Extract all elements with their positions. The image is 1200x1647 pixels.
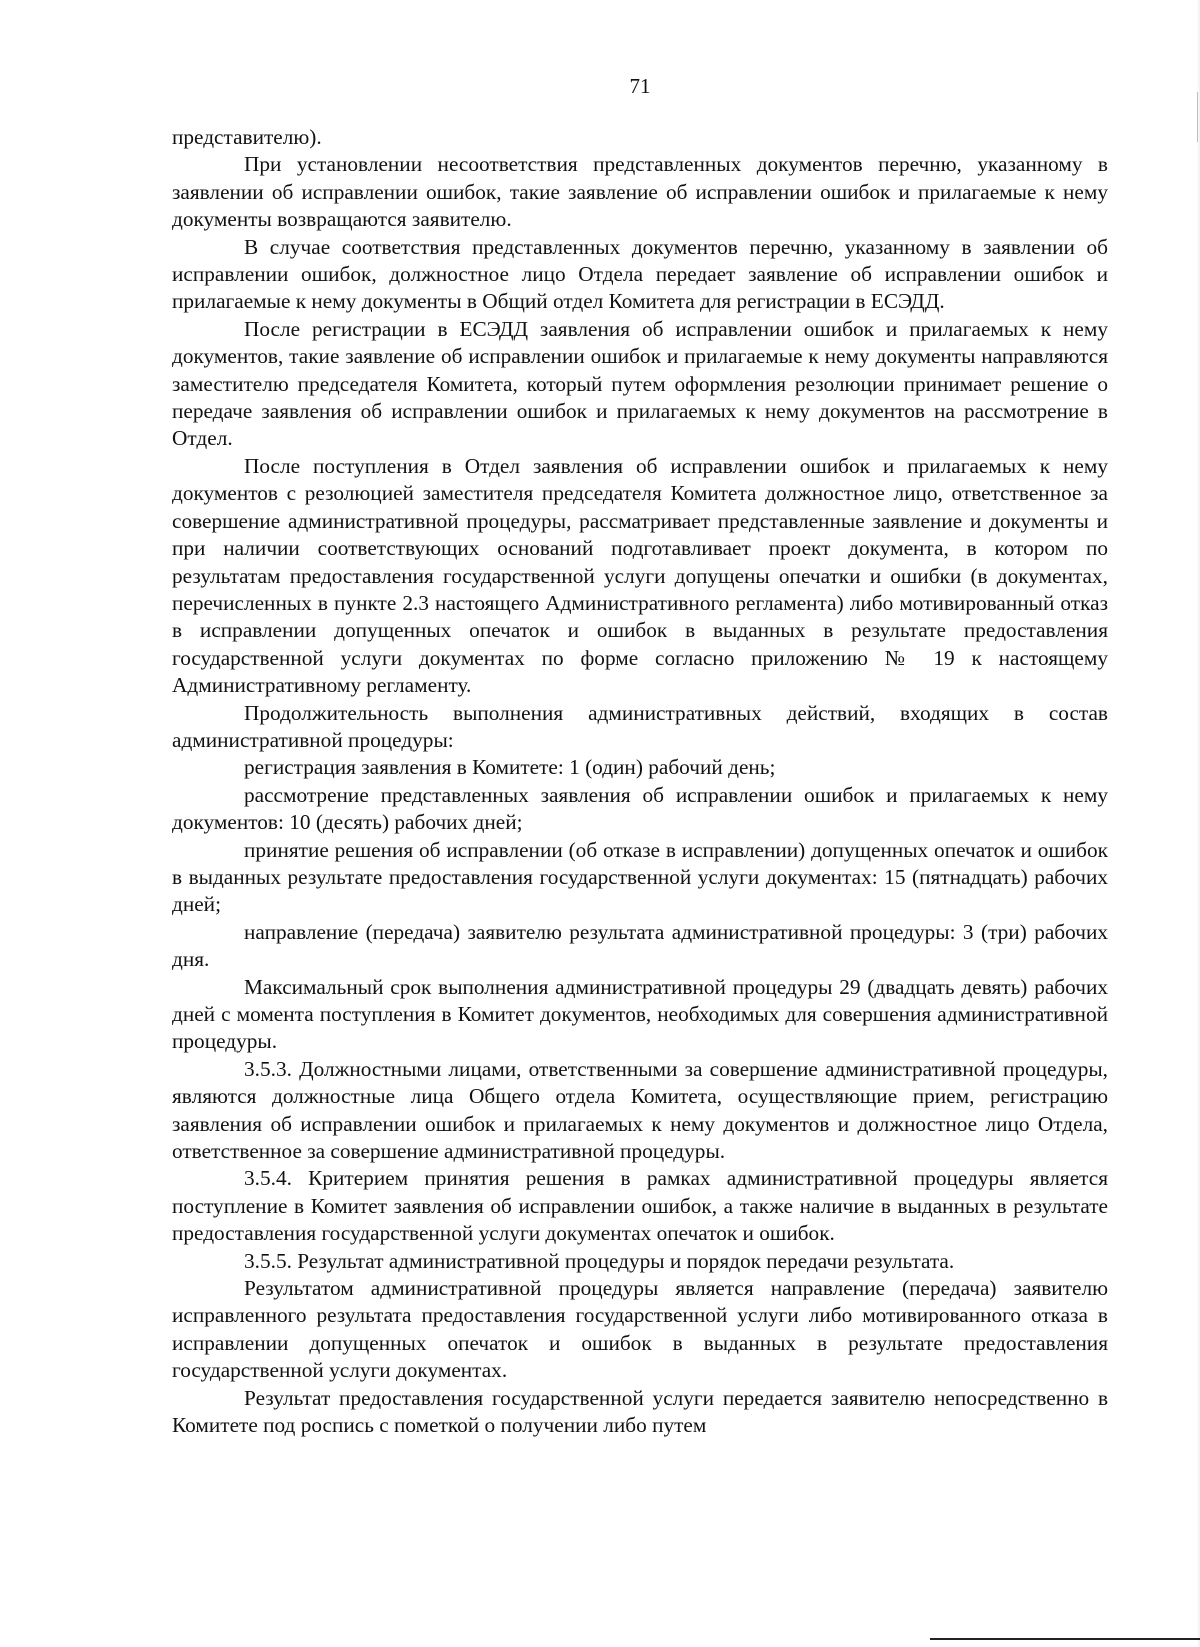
- section-3-5-4: 3.5.4. Критерием принятия решения в рамках административной процедуры является поступление в Комитет заявления об исправлении ошибок, а также наличие в выданных в результате предоставления государственной услуги документах опечаток и ошибок.: [172, 1166, 1108, 1246]
- paragraph-after-registration: После регистрации в ЕСЭДД заявления об исправлении ошибок и прилагаемых к нему документов, такие заявление об исправлении ошибок и прилагаемые к нему документы направляются заместителю председателя Комитета, который путем оформления резолюции принимает решение о передаче заявления об исправлении ошибок и прилагаемых к нему документов на рассмотрение в Отдел.: [172, 316, 1108, 451]
- paragraph-after-receipt: После поступления в Отдел заявления об исправлении ошибок и прилагаемых к нему документов с резолюцией заместителя председателя Комитета должностное лицо, ответственное за совершение административной процедуры, рассматривает представленные заявление и документы и при наличии соответствующих оснований подготавливает проект документа, в котором по результатам предоставления государственной услуги допущены опечатки и ошибки (в документах, перечисленных в пункте 2.3 настоящего Административного регламента) либо мотивированный отказ в исправлении допущенных опечаток и ошибок в выданных в результате предоставления государственной услуги документах по форме согласно приложению № 19 к настоящему Административному регламенту.: [172, 453, 1108, 698]
- section-3-5-3: 3.5.3. Должностными лицами, ответственными за совершение административной процедуры, являются должностные лица Общего отдела Комитета, осуществляющие прием, регистрацию заявления об исправлении ошибок и прилагаемых к нему документов и должностное лицо Отдела, ответственное за совершение административной процедуры.: [172, 1056, 1108, 1164]
- paragraph-max-term: Максимальный срок выполнения административной процедуры 29 (двадцать девять) рабочих дней с момента поступления в Комитет документов, необходимых для совершения административной процедуры.: [172, 974, 1108, 1054]
- paragraph-result-transfer: Результат предоставления государственной услуги передается заявителю непосредственно в Комитете под роспись с пометкой о получении либо путем: [172, 1385, 1108, 1438]
- list-item-transfer: направление (передача) заявителю результата административной процедуры: 3 (три) рабочих дня.: [172, 919, 1108, 972]
- page-number: 71: [629, 74, 651, 98]
- document-body: [172, 124, 1108, 1440]
- list-item-registration: регистрация заявления в Комитете: 1 (один) рабочий день;: [244, 755, 776, 780]
- paragraph-mismatch: При установлении несоответствия представленных документов перечню, указанному в заявлении об исправлении ошибок, такие заявление об исправлении ошибок и прилагаемые к нему документы возвращаются заявителю.: [172, 152, 1108, 232]
- paragraph-match: В случае соответствия представленных документов перечню, указанному в заявлении об исправлении ошибок, должностное лицо Отдела передает заявление об исправлении ошибок и прилагаемые к нему документы в Общий отдел Комитета для регистрации в ЕСЭДД.: [172, 234, 1108, 314]
- paragraph-continuation: представителю).: [172, 125, 322, 149]
- section-3-5-5: 3.5.5. Результат административной процедуры и порядок передачи результата.: [244, 1248, 955, 1273]
- paragraph-result: Результатом административной процедуры является направление (передача) заявителю исправленного результата предоставления государственной услуги либо мотивированного отказа в исправлении допущенных опечаток и ошибок в выданных в результате предоставления государственной услуги документах.: [172, 1276, 1108, 1383]
- list-item-review: рассмотрение представленных заявления об исправлении ошибок и прилагаемых к нему документов: 10 (десять) рабочих дней;: [172, 782, 1108, 835]
- scan-mark: [1197, 92, 1198, 142]
- paragraph-duration-intro: Продолжительность выполнения административных действий, входящих в состав административной процедуры:: [172, 700, 1108, 752]
- bottom-scan-line: [930, 1638, 1200, 1640]
- list-item-decision: принятие решения об исправлении (об отказе в исправлении) допущенных опечаток и ошибок в выданных результате предоставления государственной услуги документах: 15 (пятнадцать) рабочих дней;: [172, 837, 1108, 917]
